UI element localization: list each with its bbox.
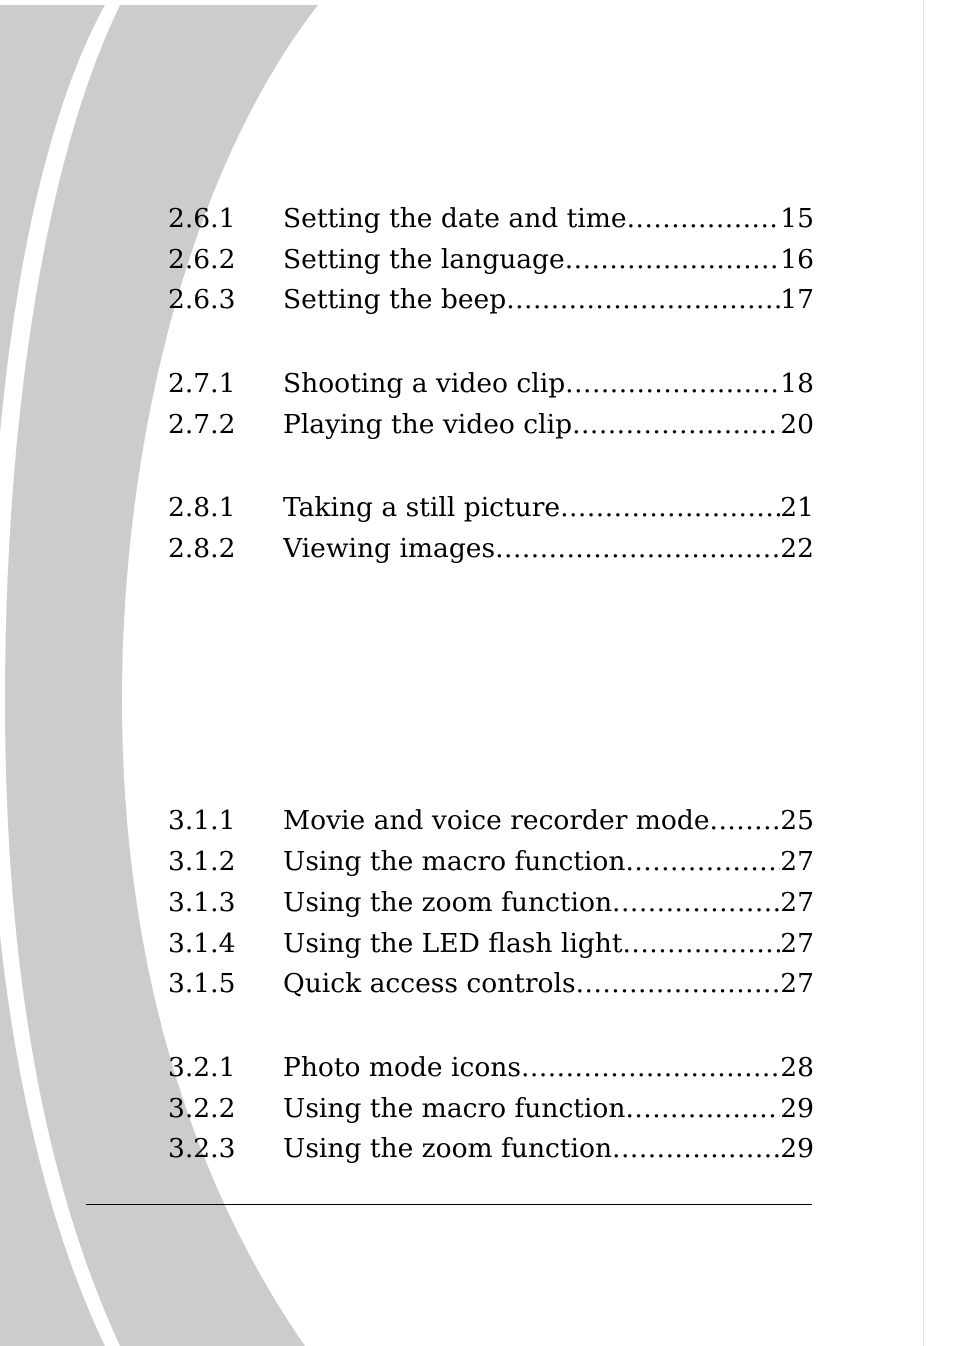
section-title: Using the zoom function bbox=[283, 1133, 613, 1164]
toc-entry[interactable] bbox=[168, 366, 814, 402]
section-number: 3.2.2 bbox=[168, 1093, 236, 1124]
section-number: 2.7.2 bbox=[168, 409, 236, 440]
dot-leader bbox=[576, 966, 781, 1002]
page-number: 22 bbox=[780, 533, 814, 564]
toc-entry[interactable] bbox=[168, 407, 814, 443]
dot-leader bbox=[612, 1131, 780, 1167]
dot-leader bbox=[623, 926, 781, 962]
dot-leader bbox=[565, 242, 781, 278]
section-title: Setting the language bbox=[283, 244, 565, 275]
right-page-edge bbox=[923, 0, 924, 1346]
section-number: 3.1.4 bbox=[168, 928, 236, 959]
page-number: 27 bbox=[780, 968, 814, 999]
page-number: 18 bbox=[780, 368, 814, 399]
page-number: 16 bbox=[780, 244, 814, 275]
section-title: Using the macro function bbox=[283, 1093, 626, 1124]
toc-entry[interactable] bbox=[168, 242, 814, 278]
section-number: 3.1.5 bbox=[168, 968, 236, 999]
toc-entry[interactable] bbox=[168, 844, 814, 880]
section-title: Setting the date and time bbox=[283, 203, 627, 234]
section-number: 2.6.3 bbox=[168, 284, 236, 315]
toc-entry[interactable] bbox=[168, 282, 814, 318]
page-number: 17 bbox=[780, 284, 814, 315]
section-number: 2.7.1 bbox=[168, 368, 236, 399]
footer-rule bbox=[86, 1204, 812, 1205]
page-number: 25 bbox=[780, 805, 814, 836]
section-number: 3.1.2 bbox=[168, 846, 236, 877]
toc-entry[interactable] bbox=[168, 803, 814, 839]
section-number: 2.6.2 bbox=[168, 244, 236, 275]
page-number: 29 bbox=[780, 1133, 814, 1164]
section-number: 2.8.1 bbox=[168, 492, 236, 523]
section-title: Shooting a video clip bbox=[283, 368, 566, 399]
toc-entry[interactable] bbox=[168, 966, 814, 1002]
page-number: 15 bbox=[780, 203, 814, 234]
section-number: 3.1.3 bbox=[168, 887, 236, 918]
section-title: Playing the video clip bbox=[283, 409, 573, 440]
dot-leader bbox=[627, 201, 781, 237]
dot-leader bbox=[495, 531, 780, 567]
dot-leader bbox=[565, 366, 780, 402]
toc-entry[interactable] bbox=[168, 1091, 814, 1127]
section-number: 3.1.1 bbox=[168, 805, 236, 836]
section-number: 2.6.1 bbox=[168, 203, 236, 234]
page-number: 27 bbox=[780, 928, 814, 959]
dot-leader bbox=[521, 1050, 780, 1086]
section-title: Viewing images bbox=[283, 533, 496, 564]
dot-leader bbox=[560, 490, 780, 526]
section-title: Taking a still picture bbox=[283, 492, 561, 523]
toc-entry[interactable] bbox=[168, 1131, 814, 1167]
section-title: Quick access controls bbox=[283, 968, 576, 999]
dot-leader bbox=[625, 1091, 780, 1127]
section-title: Using the macro function bbox=[283, 846, 626, 877]
toc-entry[interactable] bbox=[168, 201, 814, 237]
section-title: Using the LED flash light bbox=[283, 928, 623, 959]
toc-entry[interactable] bbox=[168, 531, 814, 567]
section-title: Photo mode icons bbox=[283, 1052, 521, 1083]
section-title: Using the zoom function bbox=[283, 887, 613, 918]
section-title: Setting the beep bbox=[283, 284, 507, 315]
page-number: 29 bbox=[780, 1093, 814, 1124]
section-number: 2.8.2 bbox=[168, 533, 236, 564]
dot-leader bbox=[612, 885, 780, 921]
page-number: 27 bbox=[780, 887, 814, 918]
page-number: 20 bbox=[780, 409, 814, 440]
section-number: 3.2.3 bbox=[168, 1133, 236, 1164]
dot-leader bbox=[572, 407, 780, 443]
dot-leader bbox=[506, 282, 780, 318]
section-title: Movie and voice recorder mode bbox=[283, 805, 710, 836]
toc-entry[interactable] bbox=[168, 490, 814, 526]
page-number: 28 bbox=[780, 1052, 814, 1083]
page-number: 27 bbox=[780, 846, 814, 877]
section-number: 3.2.1 bbox=[168, 1052, 236, 1083]
toc-entry[interactable] bbox=[168, 885, 814, 921]
dot-leader bbox=[710, 803, 781, 839]
page-number: 21 bbox=[780, 492, 814, 523]
toc-entry[interactable] bbox=[168, 926, 814, 962]
toc-entry[interactable] bbox=[168, 1050, 814, 1086]
dot-leader bbox=[625, 844, 780, 880]
